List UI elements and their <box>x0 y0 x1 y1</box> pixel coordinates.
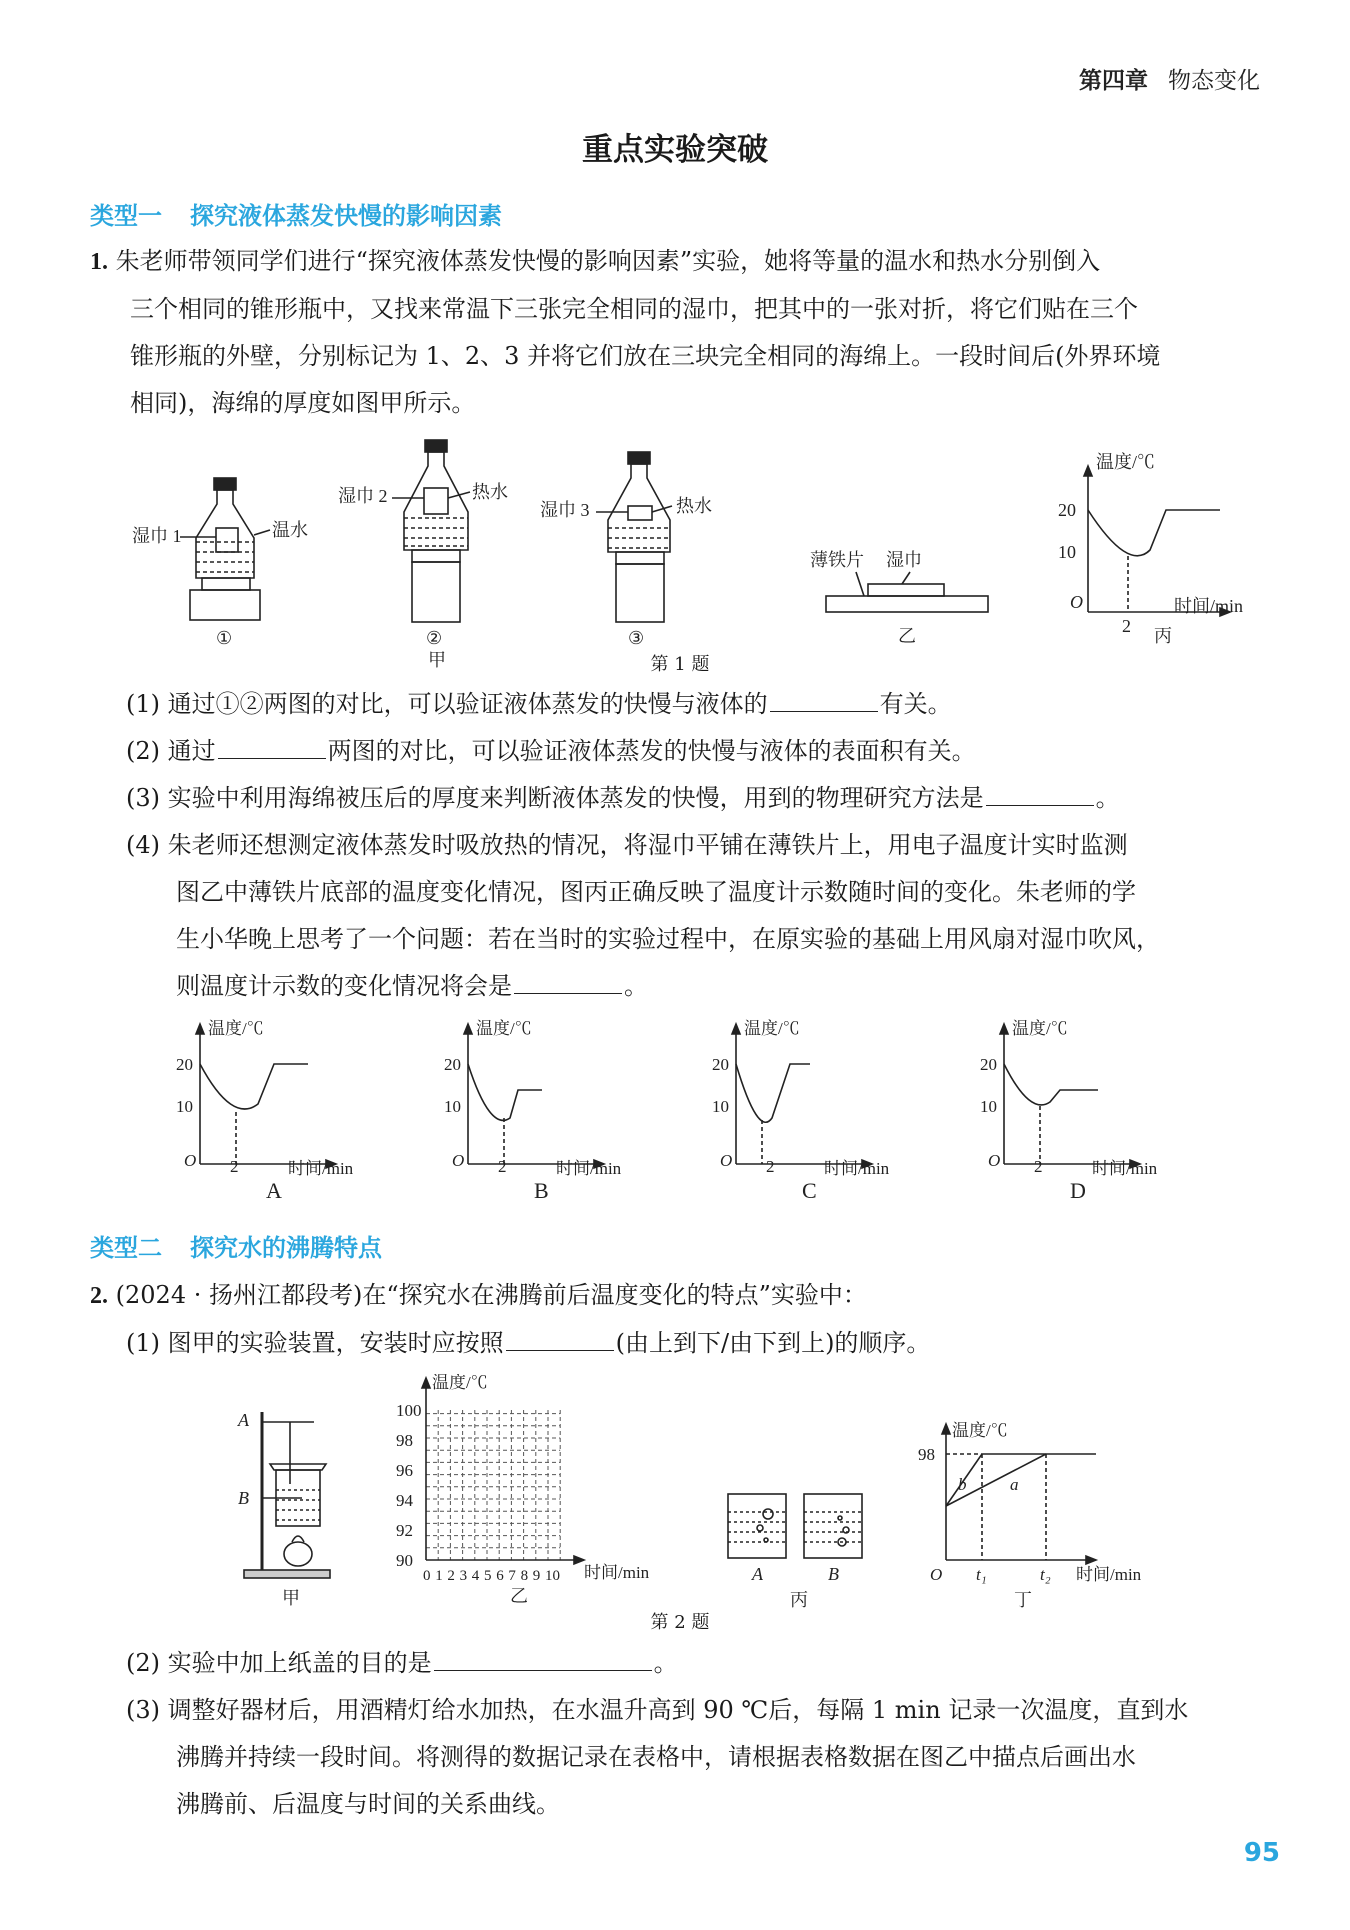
yi-y-tick: 98 <box>396 1431 413 1450</box>
page-title: 重点实验突破 <box>582 132 768 168</box>
answer-blank[interactable] <box>986 775 1094 806</box>
ding-curve-b: b <box>958 1475 967 1494</box>
option-label-d[interactable]: D <box>1070 1178 1086 1203</box>
graph-y20: 20 <box>444 1055 461 1074</box>
apparatus-jia <box>244 1412 330 1578</box>
q1-sub4-last <box>126 963 1276 1010</box>
ding-origin: O <box>930 1565 943 1584</box>
section-heading-1 <box>90 196 502 231</box>
sub-text: 。 <box>1095 784 1120 812</box>
graph-origin: O <box>1070 592 1083 612</box>
yi-x-tick: 2 <box>447 1568 455 1584</box>
yi-x-label: 时间/min <box>584 1563 650 1582</box>
option-graphs <box>170 1014 1220 1214</box>
yi-x-tick: 4 <box>471 1568 480 1584</box>
stem-line: 锥形瓶的外壁，分别标记为 1、2、3 并将它们放在三块完全相同的海绵上。一段时间后(外界环境 <box>130 342 1161 370</box>
graph-y-label: 温度/℃ <box>1012 1019 1068 1038</box>
sub-text: 则温度计示数的变化情况将会是 <box>176 972 512 1000</box>
yi-x-tick: 6 <box>496 1568 504 1584</box>
question-number: 1. <box>90 249 108 275</box>
bing-label-a: A <box>752 1564 763 1584</box>
flask3-number: ③ <box>628 628 645 648</box>
graph-x2: 2 <box>766 1157 775 1176</box>
sub-text: (2) 实验中加上纸盖的目的是 <box>126 1649 432 1677</box>
question-1-stem <box>90 238 1270 427</box>
flask1-water: 温水 <box>272 520 308 540</box>
stem-line: (2024 · 扬州江都段考)在“探究水在沸腾前后温度变化的特点”实验中： <box>115 1281 867 1309</box>
yi-x-tick: 3 <box>459 1568 468 1584</box>
graph-origin: O <box>720 1151 733 1170</box>
section-title: 探究液体蒸发快慢的影响因素 <box>190 202 502 230</box>
answer-blank[interactable] <box>770 681 878 712</box>
ding-y98: 98 <box>918 1445 935 1464</box>
chapter-header <box>1079 62 1260 95</box>
graph-y20: 20 <box>1058 500 1076 520</box>
section-heading-2 <box>90 1228 382 1263</box>
flask1-number: ① <box>216 628 233 648</box>
sub-text: 两图的对比，可以验证液体蒸发的快慢与液体的表面积有关。 <box>327 737 976 765</box>
option-label-b[interactable]: B <box>534 1178 549 1203</box>
q1-sub1 <box>126 681 1276 728</box>
graph-origin: O <box>452 1151 465 1170</box>
q2-sub2 <box>126 1640 1276 1687</box>
towel-label: 湿巾 <box>886 550 922 570</box>
option-graph-c <box>712 1019 890 1203</box>
answer-blank[interactable] <box>514 963 622 994</box>
graph-y20: 20 <box>712 1055 729 1074</box>
flask2-label: 湿巾 2 <box>338 486 388 506</box>
yi-y-tick: 96 <box>396 1461 413 1480</box>
figure-yi-label: 乙 <box>510 1586 528 1606</box>
ding-curve-a: a <box>1010 1475 1019 1494</box>
stem-line: 相同)，海绵的厚度如图甲所示。 <box>130 389 476 417</box>
graph-x-label: 时间/min <box>824 1159 890 1178</box>
q2-sub3-line: 沸腾前、后温度与时间的关系曲线。 <box>176 1790 560 1818</box>
graph-bing <box>1084 466 1230 616</box>
yi-y-label: 温度/℃ <box>432 1374 488 1392</box>
sub-text: 。 <box>624 972 648 1000</box>
graph-origin: O <box>988 1151 1001 1170</box>
figure-jia-label: 甲 <box>428 650 446 670</box>
yi-x-tick: 1 <box>435 1568 443 1584</box>
graph-y10: 10 <box>980 1097 997 1116</box>
iron-plate-setup <box>826 572 988 612</box>
grid-yi <box>396 1374 650 1606</box>
q2-sub3-line: (3) 调整好器材后，用酒精灯给水加热，在水温升高到 90 ℃后，每隔 1 min 记录一次温度，直到水 <box>126 1696 1189 1724</box>
ding-t1: t₁ <box>976 1565 987 1584</box>
figure-yi-label: 乙 <box>898 626 916 646</box>
graph-y-label: 温度/℃ <box>476 1019 532 1038</box>
flask-1 <box>180 478 270 620</box>
figure-bing-label: 丙 <box>790 1590 808 1610</box>
graph-y20: 20 <box>176 1055 193 1074</box>
bing-label-b: B <box>828 1564 839 1584</box>
jia-label-a: A <box>238 1410 249 1430</box>
option-label-a[interactable]: A <box>266 1178 282 1203</box>
q1-sub3 <box>126 775 1276 822</box>
graph-y10: 10 <box>176 1097 193 1116</box>
sub-text: (2) 通过 <box>126 737 216 765</box>
answer-blank[interactable] <box>506 1320 614 1351</box>
graph-y-label: 温度/℃ <box>208 1019 264 1038</box>
q2-sub3-line: 沸腾并持续一段时间。将测得的数据记录在表格中，请根据表格数据在图乙中描点后画出水 <box>176 1743 1136 1771</box>
flask2-number: ② <box>426 628 443 648</box>
graph-origin: O <box>184 1151 197 1170</box>
option-graph-d <box>980 1019 1158 1203</box>
sub-text: 有关。 <box>879 690 952 718</box>
flask2-water: 热水 <box>472 482 508 502</box>
sub-text: (3) 实验中利用海绵被压后的厚度来判断液体蒸发的快慢，用到的物理研究方法是 <box>126 784 984 812</box>
figure-q2 <box>230 1374 1230 1614</box>
ding-t2: t₂ <box>1040 1565 1051 1584</box>
flask3-label: 湿巾 3 <box>540 500 590 520</box>
yi-y-tick: 94 <box>396 1491 413 1510</box>
figure-bing-label: 丙 <box>1154 626 1172 646</box>
flask1-label: 湿巾 1 <box>132 526 182 546</box>
graph-x-label: 时间/min <box>556 1159 622 1178</box>
yi-x-tick: 0 <box>423 1568 431 1584</box>
flask-2 <box>392 440 470 622</box>
q1-sub4-line: 生小华晚上思考了一个问题：若在当时的实验过程中，在原实验的基础上用风扇对湿巾吹风， <box>176 925 1160 953</box>
graph-y10: 10 <box>444 1097 461 1116</box>
sub-text: (1) 图甲的实验装置，安装时应按照 <box>126 1329 504 1357</box>
question-2-stem <box>90 1272 1270 1367</box>
flask3-water: 热水 <box>676 496 712 516</box>
page-number: 95 <box>1243 1838 1280 1868</box>
sub-text: (由上到下/由下到上)的顺序。 <box>615 1329 931 1357</box>
ding-y-label: 温度/℃ <box>952 1421 1008 1440</box>
yi-x-tick: 9 <box>532 1568 541 1584</box>
chapter-number: 第四章 <box>1079 68 1148 94</box>
yi-x-tick: 5 <box>484 1568 492 1584</box>
sub-text: (1) 通过①②两图的对比，可以验证液体蒸发的快慢与液体的 <box>126 690 768 718</box>
graph-x2: 2 <box>1122 616 1131 636</box>
graph-y10: 10 <box>1058 542 1076 562</box>
graph-x2: 2 <box>1034 1157 1043 1176</box>
q1-sub2 <box>126 728 1276 775</box>
section-label: 类型二 <box>90 1234 162 1262</box>
graph-y20: 20 <box>980 1055 997 1074</box>
yi-x-tick: 8 <box>520 1568 529 1584</box>
graph-y-label: 温度/℃ <box>1096 452 1156 472</box>
flask-3 <box>596 452 672 622</box>
iron-plate-label: 薄铁片 <box>810 550 864 570</box>
figure-jia-label: 甲 <box>282 1588 300 1608</box>
q1-sub4-line: (4) 朱老师还想测定液体蒸发时吸放热的情况，将湿巾平铺在薄铁片上，用电子温度计实时监测 <box>126 831 1128 859</box>
section-title: 探究水的沸腾特点 <box>190 1234 382 1262</box>
graph-x2: 2 <box>498 1157 507 1176</box>
figure-q1 <box>120 432 1280 672</box>
sub-text: 。 <box>653 1649 678 1677</box>
q2-subquestions <box>126 1640 1276 1828</box>
q1-subquestions <box>126 681 1276 1010</box>
yi-x-tick: 7 <box>508 1568 516 1584</box>
q2-sub1 <box>90 1320 1270 1367</box>
figure-ding-label: 丁 <box>1014 1590 1032 1610</box>
jia-label-b: B <box>238 1488 249 1508</box>
answer-blank[interactable] <box>434 1640 652 1671</box>
graph-y10: 10 <box>712 1097 729 1116</box>
yi-y-tick: 92 <box>396 1521 413 1540</box>
graph-x-label: 时间/min <box>1174 596 1244 616</box>
figure-caption-q2: 第 2 题 <box>650 1612 710 1633</box>
beakers-bing <box>728 1494 862 1558</box>
chapter-title: 物态变化 <box>1168 68 1260 94</box>
graph-x-label: 时间/min <box>288 1159 354 1178</box>
graph-ding <box>942 1424 1096 1564</box>
figure-caption-q1: 第 1 题 <box>650 654 710 675</box>
ding-x-label: 时间/min <box>1076 1565 1142 1584</box>
yi-y-tick: 100 <box>396 1401 422 1420</box>
graph-x2: 2 <box>230 1157 239 1176</box>
answer-blank[interactable] <box>218 728 326 759</box>
option-graph-b <box>444 1019 622 1203</box>
graph-x-label: 时间/min <box>1092 1159 1158 1178</box>
option-graph-a <box>176 1019 354 1203</box>
section-label: 类型一 <box>90 202 162 230</box>
graph-y-label: 温度/℃ <box>744 1019 800 1038</box>
q1-sub4-line: 图乙中薄铁片底部的温度变化情况，图丙正确反映了温度计示数随时间的变化。朱老师的学 <box>176 878 1136 906</box>
question-number: 2. <box>90 1283 108 1309</box>
stem-line: 三个相同的锥形瓶中，又找来常温下三张完全相同的湿巾，把其中的一张对折，将它们贴在三个 <box>130 295 1138 323</box>
option-label-c[interactable]: C <box>802 1178 817 1203</box>
yi-y-tick: 90 <box>396 1551 413 1570</box>
stem-line: 朱老师带领同学们进行“探究液体蒸发快慢的影响因素”实验，她将等量的温水和热水分别倒入 <box>115 247 1101 275</box>
yi-x-tick: 10 <box>545 1568 560 1584</box>
